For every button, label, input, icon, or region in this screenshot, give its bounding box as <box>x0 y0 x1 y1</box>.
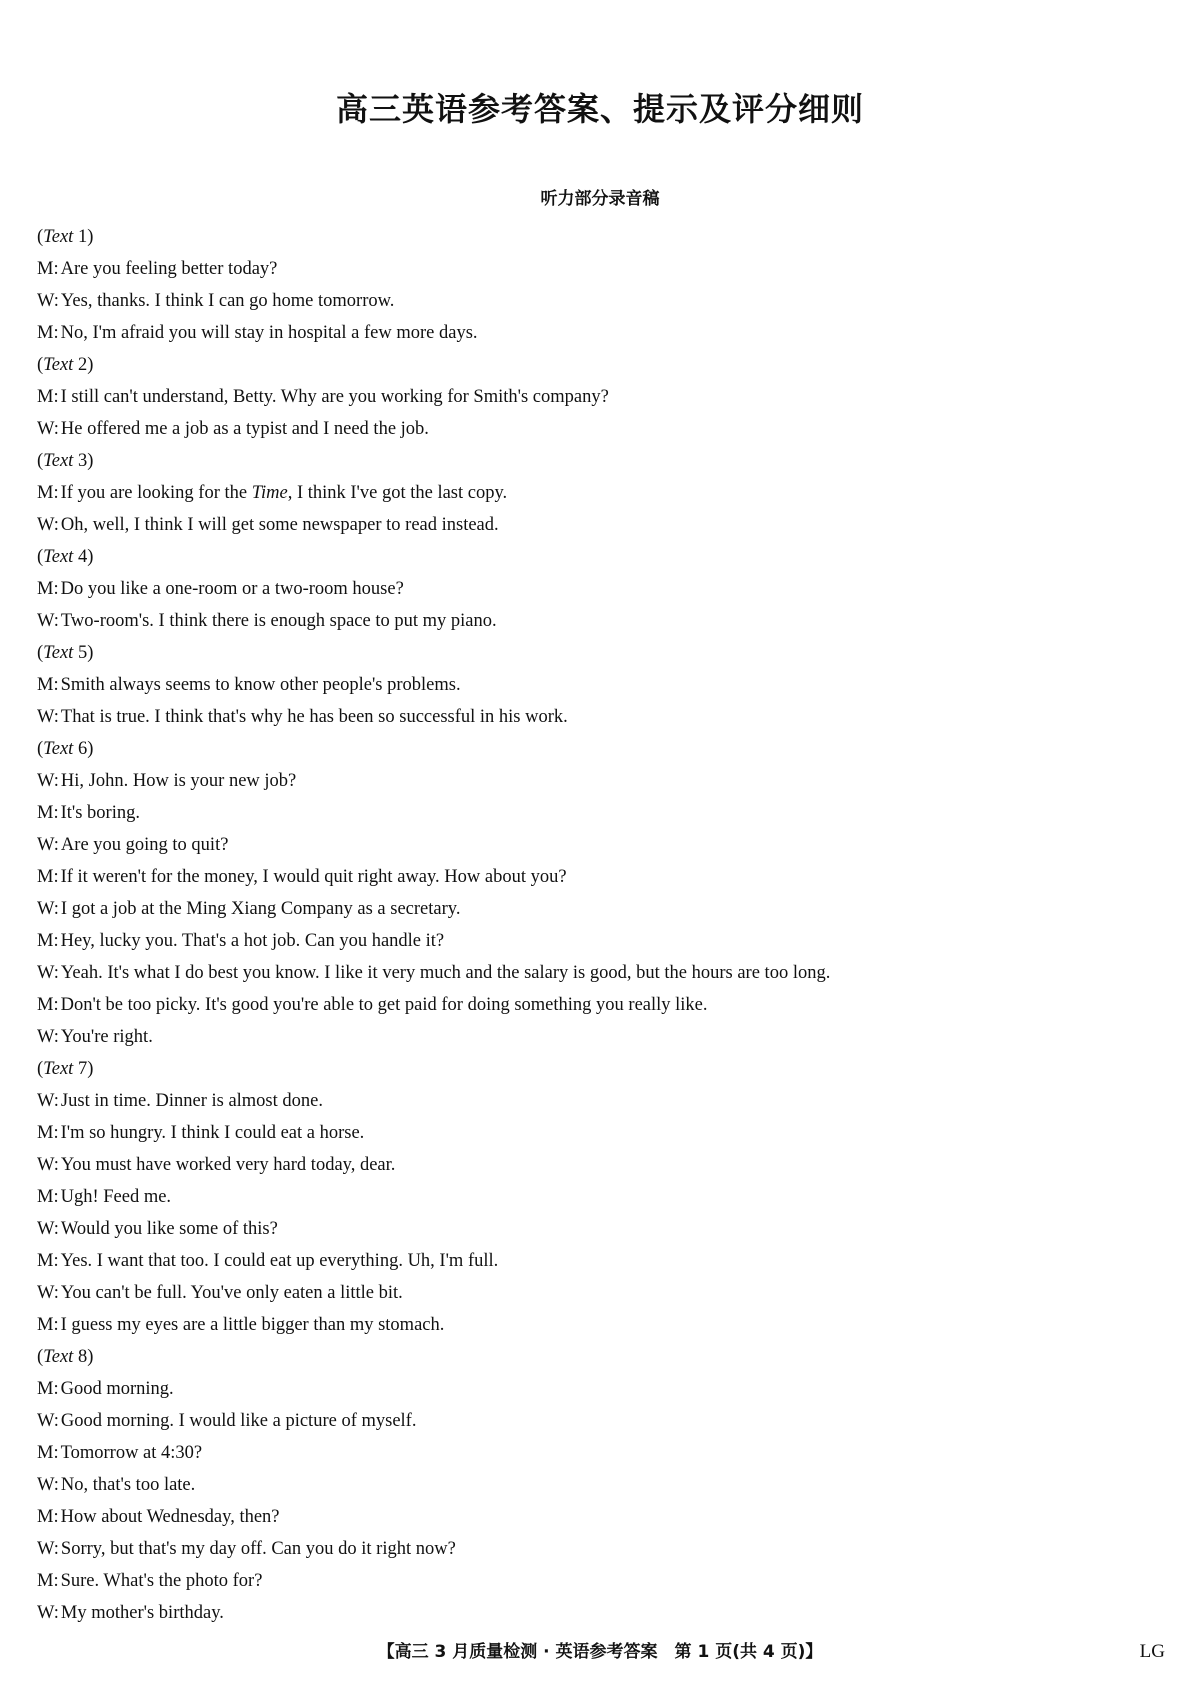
dialogue-line: W: Oh, well, I think I will get some newspaper to read instead. <box>37 515 499 535</box>
dialogue-line: M: I guess my eyes are a little bigger than my stomach. <box>37 1315 445 1335</box>
dialogue-text-italic: Time <box>251 483 288 503</box>
dialogue-line: M: Good morning. <box>37 1379 174 1399</box>
dialogue-text: It's boring. <box>60 803 140 823</box>
dialogue-text: If you are looking for the <box>60 483 252 503</box>
speaker-tag: W <box>37 1539 54 1559</box>
dialogue-text: Are you going to quit? <box>60 835 229 855</box>
speaker-tag: W <box>37 515 54 535</box>
text-label-word: Text <box>43 451 74 471</box>
dialogue-text: My mother's birthday. <box>60 1603 224 1623</box>
dialogue-line: M: Tomorrow at 4:30? <box>37 1443 203 1463</box>
text-label-number: 6 <box>77 739 88 759</box>
speaker-tag: M <box>37 1251 54 1271</box>
speaker-tag: M <box>37 323 54 343</box>
text-section-label: (Text 3) <box>37 451 94 471</box>
dialogue-text: Good morning. <box>60 1379 174 1399</box>
speaker-tag: W <box>37 1091 54 1111</box>
text-section-label: (Text 7) <box>37 1059 94 1079</box>
dialogue-line: M: Yes. I want that too. I could eat up everything. Uh, I'm full. <box>37 1251 499 1271</box>
dialogue-line: W: Hi, John. How is your new job? <box>37 771 297 791</box>
dialogue-line: W: No, that's too late. <box>37 1475 196 1495</box>
speaker-tag: M <box>37 995 54 1015</box>
dialogue-line: W: You can't be full. You've only eaten a little bit. <box>37 1283 403 1303</box>
dialogue-line: M: Are you feeling better today? <box>37 259 278 279</box>
text-section-label: (Text 6) <box>37 739 94 759</box>
text-section-label: (Text 2) <box>37 355 94 375</box>
dialogue-line: W: He offered me a job as a typist and I need the job. <box>37 419 429 439</box>
dialogue-text: Tomorrow at 4:30? <box>60 1443 203 1463</box>
dialogue-line: W: You must have worked very hard today, dear. <box>37 1155 396 1175</box>
speaker-tag: M <box>37 1315 54 1335</box>
text-label-number: 3 <box>77 451 88 471</box>
speaker-tag: M <box>37 259 54 279</box>
speaker-tag: W <box>37 899 54 919</box>
speaker-tag: M <box>37 387 54 407</box>
dialogue-text: I'm so hungry. I think I could eat a horse. <box>60 1123 365 1143</box>
speaker-tag: W <box>37 1155 54 1175</box>
text-label-number: 4 <box>77 547 88 567</box>
page-footer <box>0 1636 1200 1668</box>
dialogue-text: , I think I've got the last copy. <box>287 483 508 503</box>
listening-script <box>37 221 1167 1629</box>
text-label-word: Text <box>43 355 74 375</box>
dialogue-line: W: My mother's birthday. <box>37 1603 224 1623</box>
dialogue-line: M: Hey, lucky you. That's a hot job. Can you handle it? <box>37 931 445 951</box>
dialogue-line: M: I'm so hungry. I think I could eat a horse. <box>37 1123 365 1143</box>
dialogue-line: W: You're right. <box>37 1027 153 1047</box>
section-title: 听力部分录音稿 <box>540 189 660 209</box>
speaker-tag: W <box>37 1219 54 1239</box>
dialogue-text: Hey, lucky you. That's a hot job. Can you handle it? <box>60 931 445 951</box>
dialogue-line: W: I got a job at the Ming Xiang Company as a secretary. <box>37 899 461 919</box>
dialogue-text: Yes, thanks. I think I can go home tomorrow. <box>60 291 395 311</box>
footer-page-info: 【高三 3 月质量检测 · 英语参考答案 第 1 页(共 4 页)】 <box>377 1642 823 1662</box>
speaker-tag: W <box>37 291 54 311</box>
speaker-tag: M <box>37 931 54 951</box>
dialogue-text: You can't be full. You've only eaten a little bit. <box>60 1283 403 1303</box>
dialogue-text: He offered me a job as a typist and I need the job. <box>60 419 429 439</box>
dialogue-line: M: If you are looking for the Time, I think I've got the last copy. <box>37 483 508 503</box>
dialogue-line: M: Do you like a one-room or a two-room house? <box>37 579 404 599</box>
text-label-number: 5 <box>77 643 88 663</box>
speaker-tag: W <box>37 419 54 439</box>
dialogue-text: How about Wednesday, then? <box>60 1507 280 1527</box>
dialogue-line: M: Don't be too picky. It's good you're able to get paid for doing something you really like. <box>37 995 708 1015</box>
text-section-label: (Text 4) <box>37 547 94 567</box>
page-title: 高三英语参考答案、提示及评分细则 <box>335 90 864 128</box>
dialogue-text: I still can't understand, Betty. Why are you working for Smith's company? <box>60 387 609 407</box>
dialogue-line: M: How about Wednesday, then? <box>37 1507 280 1527</box>
speaker-tag: M <box>37 1379 54 1399</box>
dialogue-text: Yes. I want that too. I could eat up everything. Uh, I'm full. <box>60 1251 499 1271</box>
dialogue-line: M: I still can't understand, Betty. Why are you working for Smith's company? <box>37 387 609 407</box>
speaker-tag: M <box>37 1443 54 1463</box>
text-label-number: 7 <box>77 1059 88 1079</box>
dialogue-text: No, I'm afraid you will stay in hospital a few more days. <box>60 323 478 343</box>
speaker-tag: M <box>37 867 54 887</box>
speaker-tag: M <box>37 1123 54 1143</box>
speaker-tag: W <box>37 835 54 855</box>
speaker-tag: M <box>37 675 54 695</box>
dialogue-text: You're right. <box>60 1027 153 1047</box>
dialogue-line: W: That is true. I think that's why he has been so successful in his work. <box>37 707 568 727</box>
dialogue-line: W: Are you going to quit? <box>37 835 229 855</box>
dialogue-line: W: Yes, thanks. I think I can go home tomorrow. <box>37 291 395 311</box>
dialogue-text: Don't be too picky. It's good you're able to get paid for doing something you really like. <box>60 995 708 1015</box>
dialogue-text: Two-room's. I think there is enough space to put my piano. <box>60 611 497 631</box>
dialogue-line: W: Yeah. It's what I do best you know. I like it very much and the salary is good, but the hours are too long. <box>37 963 831 983</box>
dialogue-line: M: It's boring. <box>37 803 140 823</box>
dialogue-line: M: If it weren't for the money, I would quit right away. How about you? <box>37 867 567 887</box>
speaker-tag: W <box>37 1027 54 1047</box>
dialogue-text: Are you feeling better today? <box>60 259 278 279</box>
speaker-tag: W <box>37 1603 54 1623</box>
speaker-tag: W <box>37 611 54 631</box>
dialogue-text: Sorry, but that's my day off. Can you do it right now? <box>60 1539 456 1559</box>
speaker-tag: W <box>37 1283 54 1303</box>
speaker-tag: M <box>37 1507 54 1527</box>
dialogue-text: Smith always seems to know other people's problems. <box>60 675 461 695</box>
dialogue-text: Sure. What's the photo for? <box>60 1571 263 1591</box>
dialogue-line: W: Good morning. I would like a picture of myself. <box>37 1411 417 1431</box>
text-label-number: 2 <box>77 355 88 375</box>
dialogue-text: Good morning. I would like a picture of myself. <box>60 1411 417 1431</box>
text-label-word: Text <box>43 739 74 759</box>
dialogue-line: M: Sure. What's the photo for? <box>37 1571 263 1591</box>
dialogue-text: Oh, well, I think I will get some newspaper to read instead. <box>60 515 499 535</box>
speaker-tag: M <box>37 1571 54 1591</box>
speaker-tag: W <box>37 1411 54 1431</box>
dialogue-line: M: Ugh! Feed me. <box>37 1187 172 1207</box>
dialogue-text: Ugh! Feed me. <box>60 1187 172 1207</box>
speaker-tag: W <box>37 1475 54 1495</box>
speaker-tag: M <box>37 483 54 503</box>
dialogue-text: If it weren't for the money, I would quit right away. How about you? <box>60 867 567 887</box>
speaker-tag: W <box>37 963 54 983</box>
speaker-tag: M <box>37 579 54 599</box>
text-label-word: Text <box>43 227 74 247</box>
dialogue-text: You must have worked very hard today, dear. <box>60 1155 396 1175</box>
dialogue-line: W: Would you like some of this? <box>37 1219 278 1239</box>
dialogue-text: Yeah. It's what I do best you know. I like it very much and the salary is good, but the hours are too long. <box>60 963 831 983</box>
dialogue-text: Just in time. Dinner is almost done. <box>60 1091 323 1111</box>
dialogue-text: Hi, John. How is your new job? <box>60 771 297 791</box>
text-label-word: Text <box>43 547 74 567</box>
dialogue-text: I got a job at the Ming Xiang Company as a secretary. <box>60 899 461 919</box>
dialogue-text: That is true. I think that's why he has been so successful in his work. <box>60 707 568 727</box>
text-section-label: (Text 1) <box>37 227 94 247</box>
dialogue-text: No, that's too late. <box>60 1475 196 1495</box>
dialogue-line: W: Just in time. Dinner is almost done. <box>37 1091 323 1111</box>
text-section-label: (Text 5) <box>37 643 94 663</box>
text-section-label: (Text 8) <box>37 1347 94 1367</box>
speaker-tag: W <box>37 707 54 727</box>
dialogue-line: W: Two-room's. I think there is enough space to put my piano. <box>37 611 497 631</box>
speaker-tag: M <box>37 803 54 823</box>
text-label-word: Text <box>43 643 74 663</box>
speaker-tag: M <box>37 1187 54 1207</box>
dialogue-line: M: Smith always seems to know other people's problems. <box>37 675 461 695</box>
dialogue-text: Do you like a one-room or a two-room house? <box>60 579 404 599</box>
text-label-number: 1 <box>77 227 88 247</box>
dialogue-line: W: Sorry, but that's my day off. Can you do it right now? <box>37 1539 456 1559</box>
dialogue-line: M: No, I'm afraid you will stay in hospital a few more days. <box>37 323 478 343</box>
text-label-word: Text <box>43 1347 74 1367</box>
text-label-number: 8 <box>77 1347 88 1367</box>
dialogue-text: I guess my eyes are a little bigger than my stomach. <box>60 1315 445 1335</box>
speaker-tag: W <box>37 771 54 791</box>
text-label-word: Text <box>43 1059 74 1079</box>
footer-code: LG <box>1139 1641 1165 1662</box>
dialogue-text: Would you like some of this? <box>60 1219 278 1239</box>
